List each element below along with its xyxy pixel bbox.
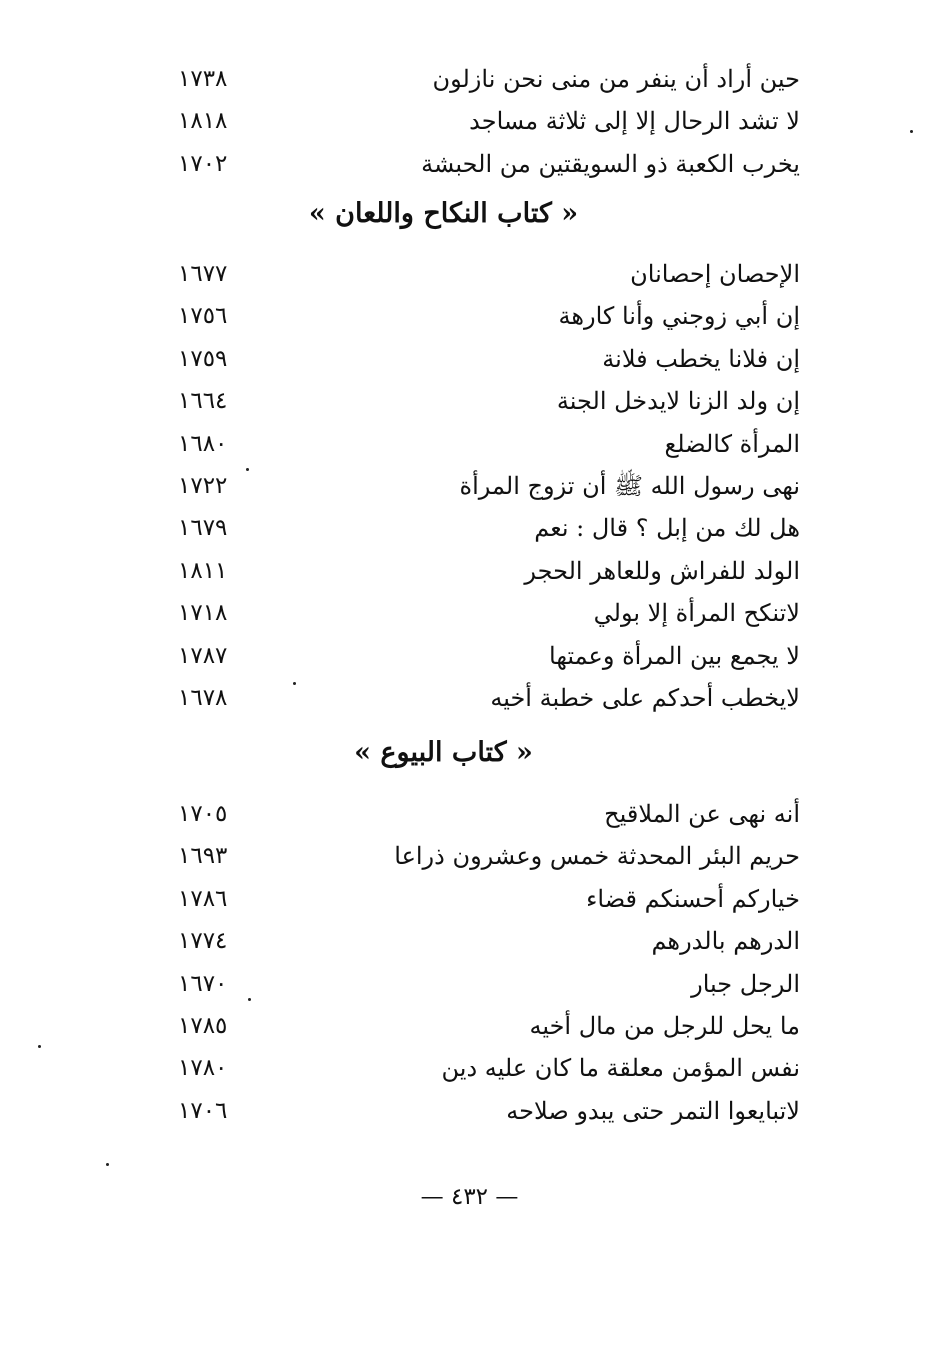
hadith-number: ١٧٨٦ xyxy=(178,885,228,912)
hadith-number: ١٦٧٨ xyxy=(178,684,228,711)
hadith-text: لا تشد الرحال إلا إلى ثلاثة مساجد xyxy=(469,107,800,136)
scan-speck xyxy=(293,682,296,685)
scan-speck xyxy=(248,998,251,1001)
list-item xyxy=(170,592,800,634)
hadith-number: ١٦٦٤ xyxy=(178,388,228,415)
hadith-text: ما يحل للرجل من مال أخيه xyxy=(529,1011,800,1040)
list-item xyxy=(170,338,800,380)
list-item xyxy=(170,677,800,719)
list-item xyxy=(170,465,800,507)
hadith-number: ١٧٠٦ xyxy=(178,1097,228,1124)
hadith-text: لا يجمع بين المرأة وعمتها xyxy=(549,641,800,670)
page-number: — ٤٣٢ — xyxy=(420,1184,519,1210)
hadith-text: هل لك من إبل ؟ قال : نعم xyxy=(534,514,800,543)
list-item xyxy=(170,1090,800,1132)
hadith-text: الرجل جبار xyxy=(691,969,800,998)
hadith-number: ١٧٧٤ xyxy=(178,928,228,955)
hadith-text: لايخطب أحدكم على خطبة أخيه xyxy=(490,683,800,712)
hadith-number: ١٧٨٠ xyxy=(178,1055,228,1082)
buyu-list xyxy=(170,793,800,1132)
hadith-number: ١٧٨٧ xyxy=(178,642,228,669)
list-item xyxy=(170,835,800,877)
scan-speck xyxy=(106,1163,109,1166)
hadith-text: لاتنكح المرأة إلا بولي xyxy=(593,599,800,628)
hadith-number: ١٧٥٩ xyxy=(178,345,228,372)
hadith-text: الدرهم بالدرهم xyxy=(651,927,800,956)
list-item xyxy=(170,793,800,835)
hadith-text: يخرب الكعبة ذو السويقتين من الحبشة xyxy=(421,149,800,178)
hadith-text: إن ولد الزنا لايدخل الجنة xyxy=(556,387,800,416)
list-item xyxy=(170,507,800,549)
hadith-number: ١٧٠٢ xyxy=(178,150,228,177)
list-item xyxy=(170,920,800,962)
hadith-text: الولد للفراش وللعاهر الحجر xyxy=(524,556,800,585)
list-item xyxy=(170,253,800,295)
list-item xyxy=(170,143,800,185)
list-item xyxy=(170,58,800,100)
hadith-number: ١٦٨٠ xyxy=(178,430,228,457)
list-item xyxy=(170,295,800,337)
hadith-number: ١٧٠٥ xyxy=(178,801,228,827)
hadith-text: نفس المؤمن معلقة ما كان عليه دين xyxy=(441,1054,800,1083)
list-item xyxy=(170,963,800,1005)
hadith-text: إن أبي زوجني وأنا كارهة xyxy=(558,302,800,331)
hadith-number: ١٦٧٧ xyxy=(178,261,228,287)
hadith-text: إن فلانا يخطب فلانة xyxy=(602,344,800,373)
list-item xyxy=(170,423,800,465)
list-item xyxy=(170,1047,800,1089)
hadith-text: أنه نهى عن الملاقيح xyxy=(604,800,800,828)
hadith-number: ١٨١٨ xyxy=(178,108,228,135)
hadith-text: المرأة كالضلع xyxy=(664,429,800,458)
hadith-number: ١٨١١ xyxy=(178,557,228,584)
nikah-list xyxy=(170,253,800,719)
list-item xyxy=(170,380,800,422)
list-item xyxy=(170,550,800,592)
list-item xyxy=(170,100,800,142)
hadith-number: ١٧١٨ xyxy=(178,600,228,627)
hadith-number: ١٦٩٣ xyxy=(178,843,228,870)
hadith-number: ١٦٧٩ xyxy=(178,515,228,542)
scan-speck xyxy=(246,468,249,471)
scan-speck xyxy=(910,130,913,133)
hadith-number: ١٧٢٢ xyxy=(178,472,228,499)
hadith-text: الإحصان إحصانان xyxy=(630,260,800,288)
hadith-number: ١٧٣٨ xyxy=(178,66,228,92)
list-item xyxy=(170,635,800,677)
hadith-text: حين أراد أن ينفر من منى نحن نازلون xyxy=(432,65,800,93)
hadith-number: ١٦٧٠ xyxy=(178,970,228,997)
continuation-list xyxy=(170,58,800,185)
section-title-nikah: « كتاب النكاح واللعان » xyxy=(308,198,579,229)
hadith-text: نهى رسول الله ﷺ أن تزوج المرأة xyxy=(459,471,800,500)
hadith-number: ١٧٥٦ xyxy=(178,303,228,330)
scan-speck xyxy=(38,1045,41,1048)
hadith-text: خياركم أحسنكم قضاء xyxy=(586,884,800,913)
list-item xyxy=(170,878,800,920)
section-title-buyu: « كتاب البيوع » xyxy=(354,737,533,768)
hadith-text: حريم البئر المحدثة خمس وعشرون ذراعا xyxy=(394,842,800,871)
list-item xyxy=(170,1005,800,1047)
hadith-text: لاتبايعوا التمر حتى يبدو صلاحه xyxy=(506,1096,800,1125)
hadith-number: ١٧٨٥ xyxy=(178,1012,228,1039)
